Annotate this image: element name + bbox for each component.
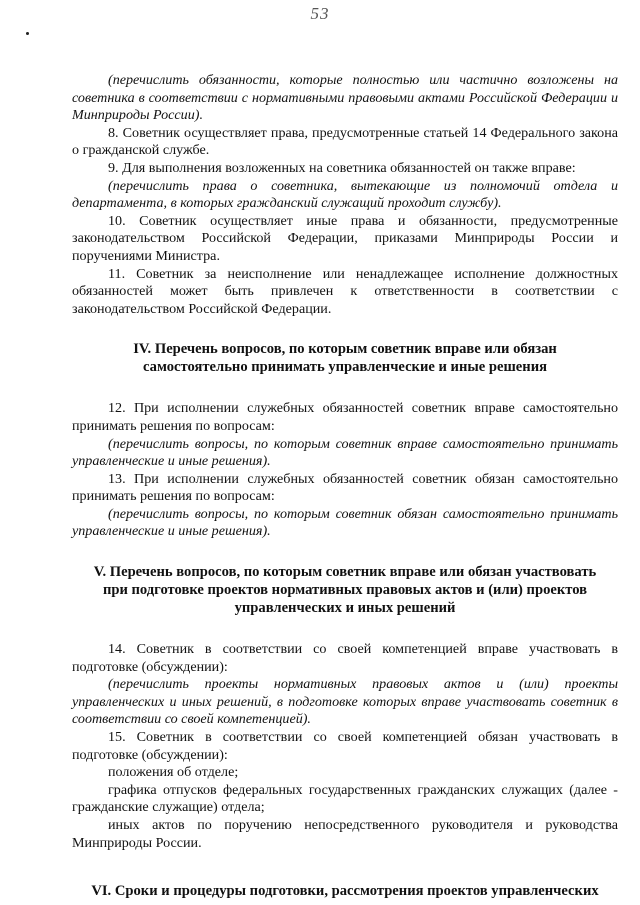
paragraph: (перечислить права о советника, вытекающие из полномочий отдела и департамента, в которых гражданский служащий проходит службу). [72,177,618,212]
scan-speck [26,32,29,35]
paragraph: (перечислить вопросы, по которым советник вправе самостоятельно принимать управленческие и иные решения). [72,435,618,470]
paragraphs-top [72,72,618,318]
paragraph: графика отпусков федеральных государственных гражданских служащих (далее - гражданские служащие) отдела; [72,781,618,816]
paragraph: 9. Для выполнения возложенных на советника обязанностей он также вправе: [108,159,576,176]
section-heading-vi: VI. Сроки и процедуры подготовки, рассмотрения проектов управленческих [91,883,599,900]
paragraph: 13. При исполнении служебных обязанностей советник обязан самостоятельно принимать решения по вопросам: [72,470,618,505]
paragraph: (перечислить обязанности, которые полностью или частично возложены на советника в соответствии с нормативными правовыми актами Российской Федерации и Минприроды России). [72,72,618,124]
paragraph: 12. При исполнении служебных обязанностей советник вправе самостоятельно принимать решения по вопросам: [72,400,618,434]
paragraph: 11. Советник за неисполнение или ненадлежащее исполнение должностных обязанностей может быть привлечен к ответственности в соответствии с законодательством Российской Федерации. [72,265,618,317]
page-number: 53 [310,4,330,23]
paragraph: (перечислить проекты нормативных правовых актов и (или) проекты управленческих и иных решений, в подготовке которых вправе участвовать советник в соответствии со своей компетенцией). [72,676,618,728]
paragraph: 10. Советник осуществляет иные права и обязанности, предусмотренные законодательством Российской Федерации, приказами Минприроды России и поручениями Министра. [72,212,618,264]
paragraphs-section-v [72,641,618,852]
paragraph: положения об отделе; [108,764,239,781]
document-body [72,72,618,900]
paragraph: 15. Советник в соответствии со своей компетенцией обязан участвовать в подготовке (обсуждении): [72,729,618,763]
section-heading-iv: IV. Перечень вопросов, по которым советник вправе или обязан самостоятельно принимать управленческие и иные решения [133,341,557,376]
paragraph: (перечислить вопросы, по которым советник обязан самостоятельно принимать управленческие и иные решения). [72,505,618,540]
paragraph: иных актов по поручению непосредственного руководителя и руководства Минприроды России. [72,817,618,851]
paragraph: 14. Советник в соответствии со своей компетенцией вправе участвовать в подготовке (обсуждении): [72,641,618,675]
paragraph: 8. Советник осуществляет права, предусмотренные статьей 14 Федерального закона о гражданской службе. [72,124,618,159]
paragraphs-section-iv [72,400,618,541]
section-heading-v: V. Перечень вопросов, по которым советник вправе или обязан участвовать при подготовке проектов нормативных правовых актов и (или) проектов управленческих и иных решений [93,564,597,617]
